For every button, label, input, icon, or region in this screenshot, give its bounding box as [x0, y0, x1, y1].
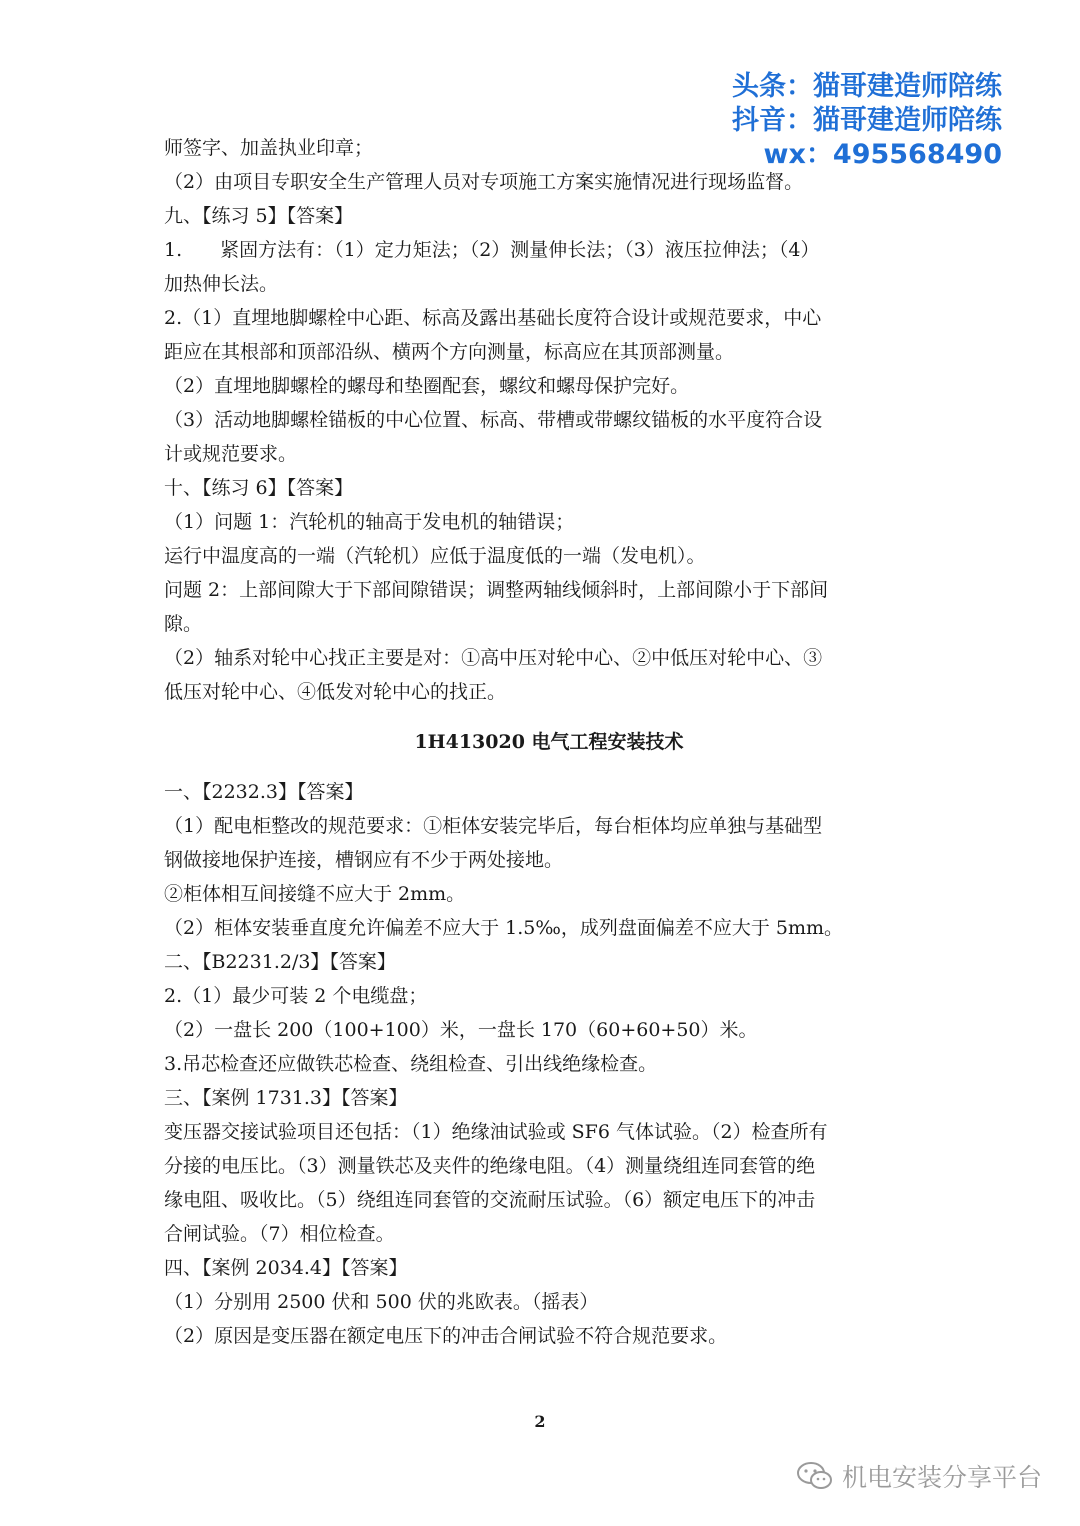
section-heading: 十、【练习 6】【答案】 — [164, 477, 354, 499]
text-line: 师签字、加盖执业印章； — [164, 137, 374, 159]
document-body — [164, 131, 934, 1353]
text-line: 变压器交接试验项目还包括：（1）绝缘油试验或 SF6 气体试验。（2）检查所有 — [164, 1121, 828, 1143]
watermark-line-1: 头条：猫哥建造师陪练 — [732, 71, 1002, 102]
text-line: （1）配电柜整改的规范要求：①柜体安装完毕后，每台柜体均应单独与基础型 — [164, 815, 823, 837]
text-line: 低压对轮中心、④低发对轮中心的找正。 — [164, 681, 507, 703]
text-line: 问题 2：上部间隙大于下部间隙错误；调整两轴线倾斜时，上部间隙小于下部间 — [164, 579, 829, 601]
text-line: 隙。 — [164, 613, 203, 635]
text-line: （2）原因是变压器在额定电压下的冲击合闸试验不符合规范要求。 — [164, 1325, 728, 1347]
text-line: 3.吊芯检查还应做铁芯检查、绕组检查、引出线绝缘检查。 — [164, 1053, 658, 1075]
text-line: （1）问题 1：汽轮机的轴高于发电机的轴错误； — [164, 511, 575, 533]
footer-text: 机电安装分享平台 — [841, 1463, 1042, 1492]
footer-brand — [796, 1458, 1042, 1494]
spacer — [164, 709, 934, 725]
text-line: ②柜体相互间接缝不应大于 2mm。 — [164, 883, 466, 905]
wechat-icon — [796, 1461, 834, 1491]
text-line: 合闸试验。（7）相位检查。 — [164, 1223, 395, 1245]
text-line: （2）轴系对轮中心找正主要是对：①高中压对轮中心、②中低压对轮中心、③ — [164, 647, 823, 669]
text-line: 距应在其根部和顶部沿纵、横两个方向测量，标高应在其顶部测量。 — [164, 341, 735, 363]
section-heading: 二、【B2231.2/3】【答案】 — [164, 951, 396, 973]
text-line: （2）一盘长 200（100+100）米，一盘长 170（60+60+50）米。 — [164, 1019, 758, 1041]
text-line: （2）由项目专职安全生产管理人员对专项施工方案实施情况进行现场监督。 — [164, 171, 804, 193]
text-line: （3）活动地脚螺栓锚板的中心位置、标高、带槽或带螺纹锚板的水平度符合设 — [164, 409, 823, 431]
text-line: （1）分别用 2500 伏和 500 伏的兆欧表。（摇表） — [164, 1291, 599, 1313]
text-line: 计或规范要求。 — [164, 443, 298, 465]
text-line: 2.（1）直埋地脚螺栓中心距、标高及露出基础长度符合设计或规范要求，中心 — [164, 307, 822, 329]
text-line: 1. 紧固方法有：（1）定力矩法；（2）测量伸长法；（3）液压拉伸法；（4） — [164, 239, 820, 261]
text-line: 加热伸长法。 — [164, 273, 279, 295]
spacer — [164, 759, 934, 775]
text-block-1 — [164, 131, 934, 709]
watermark-line-2: 抖音：猫哥建造师陪练 — [732, 105, 1002, 136]
watermark-line-3: wx：495568490 — [763, 139, 1002, 170]
text-line: 2.（1）最少可装 2 个电缆盘； — [164, 985, 428, 1007]
text-line: 缘电阻、吸收比。（5）绕组连同套管的交流耐压试验。（6）额定电压下的冲击 — [164, 1189, 816, 1211]
section-heading: 三、【案例 1731.3】【答案】 — [164, 1087, 408, 1109]
section-title: 1H413020 电气工程安装技术 — [414, 731, 684, 753]
section-heading: 一、【2232.3】【答案】 — [164, 781, 364, 803]
text-line: 钢做接地保护连接，槽钢应有不少于两处接地。 — [164, 849, 564, 871]
text-line: （2）直埋地脚螺栓的螺母和垫圈配套，螺纹和螺母保护完好。 — [164, 375, 690, 397]
page-number: 2 — [534, 1412, 546, 1431]
text-line: 分接的电压比。（3）测量铁芯及夹件的绝缘电阻。（4）测量绕组连同套管的绝 — [164, 1155, 816, 1177]
text-line: （2）柜体安装垂直度允许偏差不应大于 1.5‰，成列盘面偏差不应大于 5mm。 — [164, 917, 844, 939]
section-heading: 四、【案例 2034.4】【答案】 — [164, 1257, 408, 1279]
text-block-2 — [164, 775, 934, 1353]
text-line: 运行中温度高的一端（汽轮机）应低于温度低的一端（发电机）。 — [164, 545, 706, 567]
section-heading: 九、【练习 5】【答案】 — [164, 205, 354, 227]
